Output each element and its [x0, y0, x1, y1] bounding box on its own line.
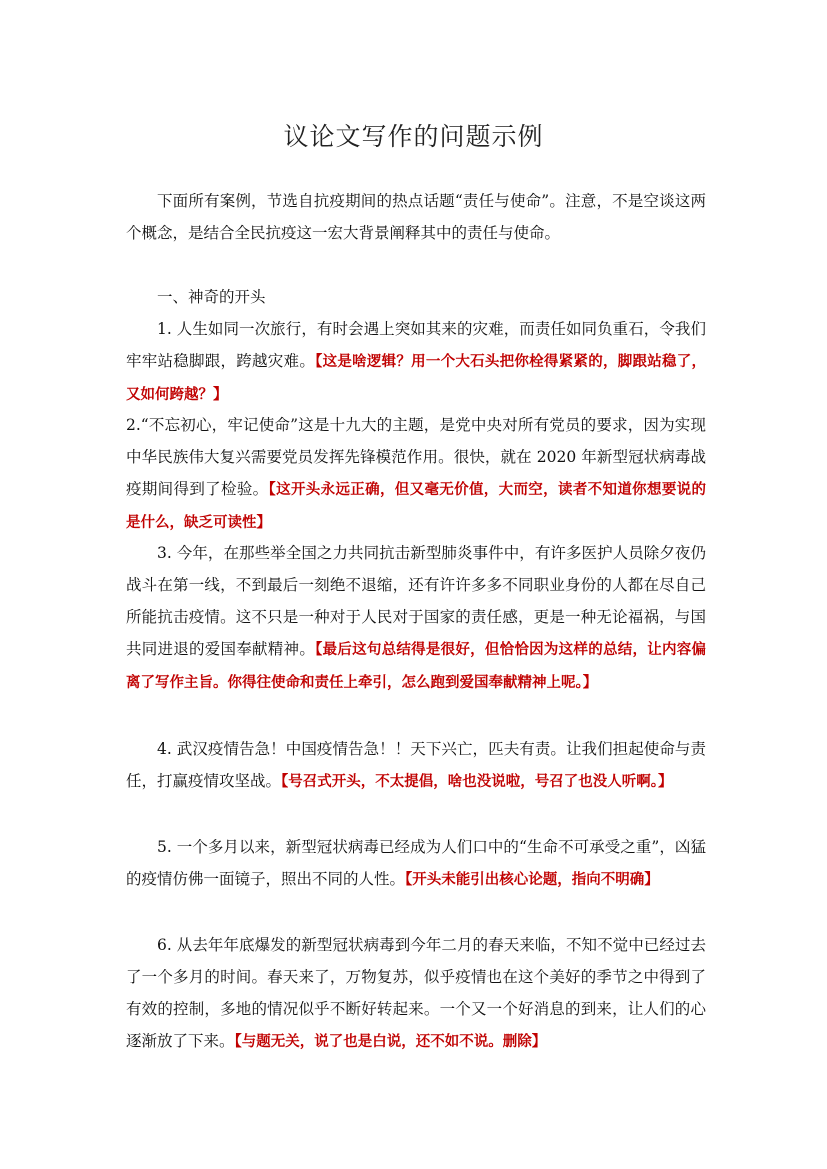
review-comment: 【这开头永远正确，但又毫无价值，大而空，读者不知道你想要说的是什么，缺乏可读性】 — [126, 482, 706, 531]
example-5 — [126, 831, 706, 896]
example-6 — [126, 929, 706, 1058]
example-text: 1. 人生如同一次旅行，有时会遇上突如其来的灾难，而责任如同负重石，令我们牢牢站稳脚跟，跨越灾难。 — [126, 320, 706, 370]
example-text: 6. 从去年年底爆发的新型冠状病毒到今年二月的春天来临，不知不觉中已经过去了一个多月的时间。春天来了，万物复苏，似乎疫情也在这个美好的季节之中得到了有效的控制，多地的情况似乎不断好转起来。一个又一个好消息的到来，让人们的心逐渐放了下来。 — [126, 936, 706, 1050]
example-text: 5. 一个多月以来，新型冠状病毒已经成为人们口中的“生命不可承受之重”，凶猛的疫情仿佛一面镜子，照出不同的人性。 — [126, 838, 706, 888]
example-text: 2.“不忘初心，牢记使命”这是十九大的主题，是党中央对所有党员的要求，因为实现中华民族伟大复兴需要党员发挥先锋模范作用。很快，就在 2020 年新型冠状病毒战疫期间得到了检验。 — [126, 416, 706, 498]
section-heading: 一、神奇的开头 — [157, 288, 266, 306]
example-text: 3. 今年，在那些举全国之力共同抗击新型肺炎事件中，有许多医护人员除夕夜仍战斗在第一线，不到最后一刻绝不退缩，还有许许多多不同职业身份的人都在尽自己所能抗击疫情。这不只是一种对于人民对于国家的责任感，更是一种无论福祸，与国共同进退的爱国奉献精神。 — [126, 544, 706, 658]
example-text: 4. 武汉疫情告急！中国疫情告急！！天下兴亡，匹夫有责。让我们担起使命与责任，打赢疫情攻坚战。 — [126, 740, 706, 790]
document-title: 议论文写作的问题示例 — [283, 122, 544, 151]
example-2 — [126, 409, 706, 539]
example-4 — [126, 733, 706, 798]
review-comment: 【号召式开头，不太提倡，啥也没说啦，号召了也没人听啊。】 — [281, 774, 673, 790]
review-comment: 【最后这句总结得是很好，但恰恰因为这样的总结，让内容偏离了写作主旨。你得往使命和责任上牵引，怎么跑到爱国奉献精神上呢。】 — [126, 642, 706, 691]
intro-paragraph: 下面所有案例，节选自抗疫期间的热点话题“责任与使命”。注意，不是空谈这两个概念，是结合全民抗疫这一宏大背景阐释其中的责任与使命。 — [126, 192, 706, 242]
review-comment: 【这是啥逻辑？用一个大石头把你栓得紧紧的，脚跟站稳了，又如何跨越？】 — [126, 354, 706, 403]
review-comment: 【与题无关，说了也是白说，还不如不说。删除】 — [234, 1034, 547, 1050]
review-comment: 【开头未能引出核心论题，指向不明确】 — [405, 872, 659, 888]
example-3 — [126, 537, 706, 699]
example-1 — [126, 313, 706, 411]
